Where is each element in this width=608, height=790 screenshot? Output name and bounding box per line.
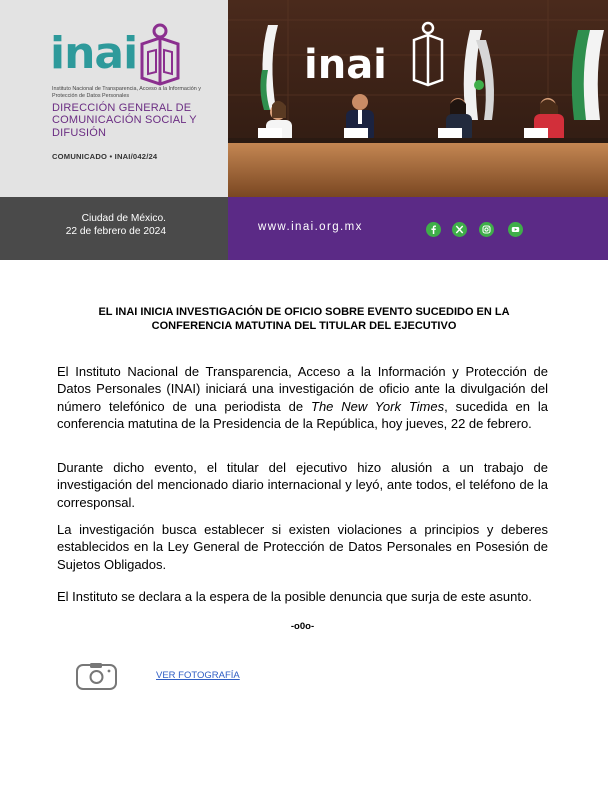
paragraph-3: La investigación busca establecer si existen violaciones a principios y deberes establecidos en la Ley General de Protección de Datos Personales en Posesión de Sujetos Obligados. — [57, 522, 548, 572]
paragraph-2: Durante dicho evento, el titular del ejecutivo hizo alusión a un trabajo de investigación del mencionado diario internacional y leyó, ante todos, el teléfono de la corresponsal. — [57, 460, 548, 510]
camera-icon[interactable] — [76, 662, 117, 690]
inai-logo-mark-icon — [136, 22, 184, 86]
header-branding — [0, 0, 228, 197]
inai-logo-wordmark: inai — [50, 28, 138, 79]
backdrop-logo-text: inai — [304, 42, 387, 88]
department-name: DIRECCIÓN GENERAL DE COMUNICACIÓN SOCIAL Y DIFUSIÓN — [52, 102, 197, 139]
date-label: 22 de febrero de 2024 — [65, 226, 166, 238]
press-release-headline: EL INAI INICIA INVESTIGACIÓN DE OFICIO SOBRE EVENTO SUCEDIDO EN LA CONFERENCIA MATUTINA DEL TITULAR DEL EJECUTIVO — [98, 306, 510, 333]
instagram-icon[interactable] — [479, 222, 494, 237]
facebook-icon[interactable] — [426, 222, 441, 237]
header-photo — [228, 0, 608, 197]
paragraph-1: El Instituto Nacional de Transparencia, Acceso a la Información y Protección de Datos Personales (INAI) iniciará una investigación de oficio ante la divulgación del número telefónico de una periodista de The New York Times, sucedida en la conferencia matutina de la Presidencia de la República, hoy jueves, 22 de febrero. — [57, 364, 548, 431]
x-icon[interactable] — [452, 222, 467, 237]
city-label: Ciudad de México. — [81, 213, 166, 224]
press-conference-photo — [228, 0, 608, 197]
institute-full-name: Instituto Nacional de Transparencia, Acceso a la Información y Protección de Datos Personales — [52, 86, 201, 99]
youtube-icon[interactable] — [508, 222, 523, 237]
view-photo-link[interactable]: VER FOTOGRAFÍA — [156, 670, 240, 681]
date-bar — [0, 197, 228, 260]
website-bar — [228, 197, 608, 260]
newspaper-name: The New York Times — [311, 398, 445, 414]
bulletin-number: COMUNICADO • INAI/042/24 — [52, 152, 158, 161]
paragraph-4: El Instituto se declara a la espera de la posible denuncia que surja de este asunto. — [57, 589, 532, 604]
closing-mark: -o0o- — [290, 621, 315, 632]
website-link[interactable]: www.inai.org.mx — [258, 221, 363, 233]
